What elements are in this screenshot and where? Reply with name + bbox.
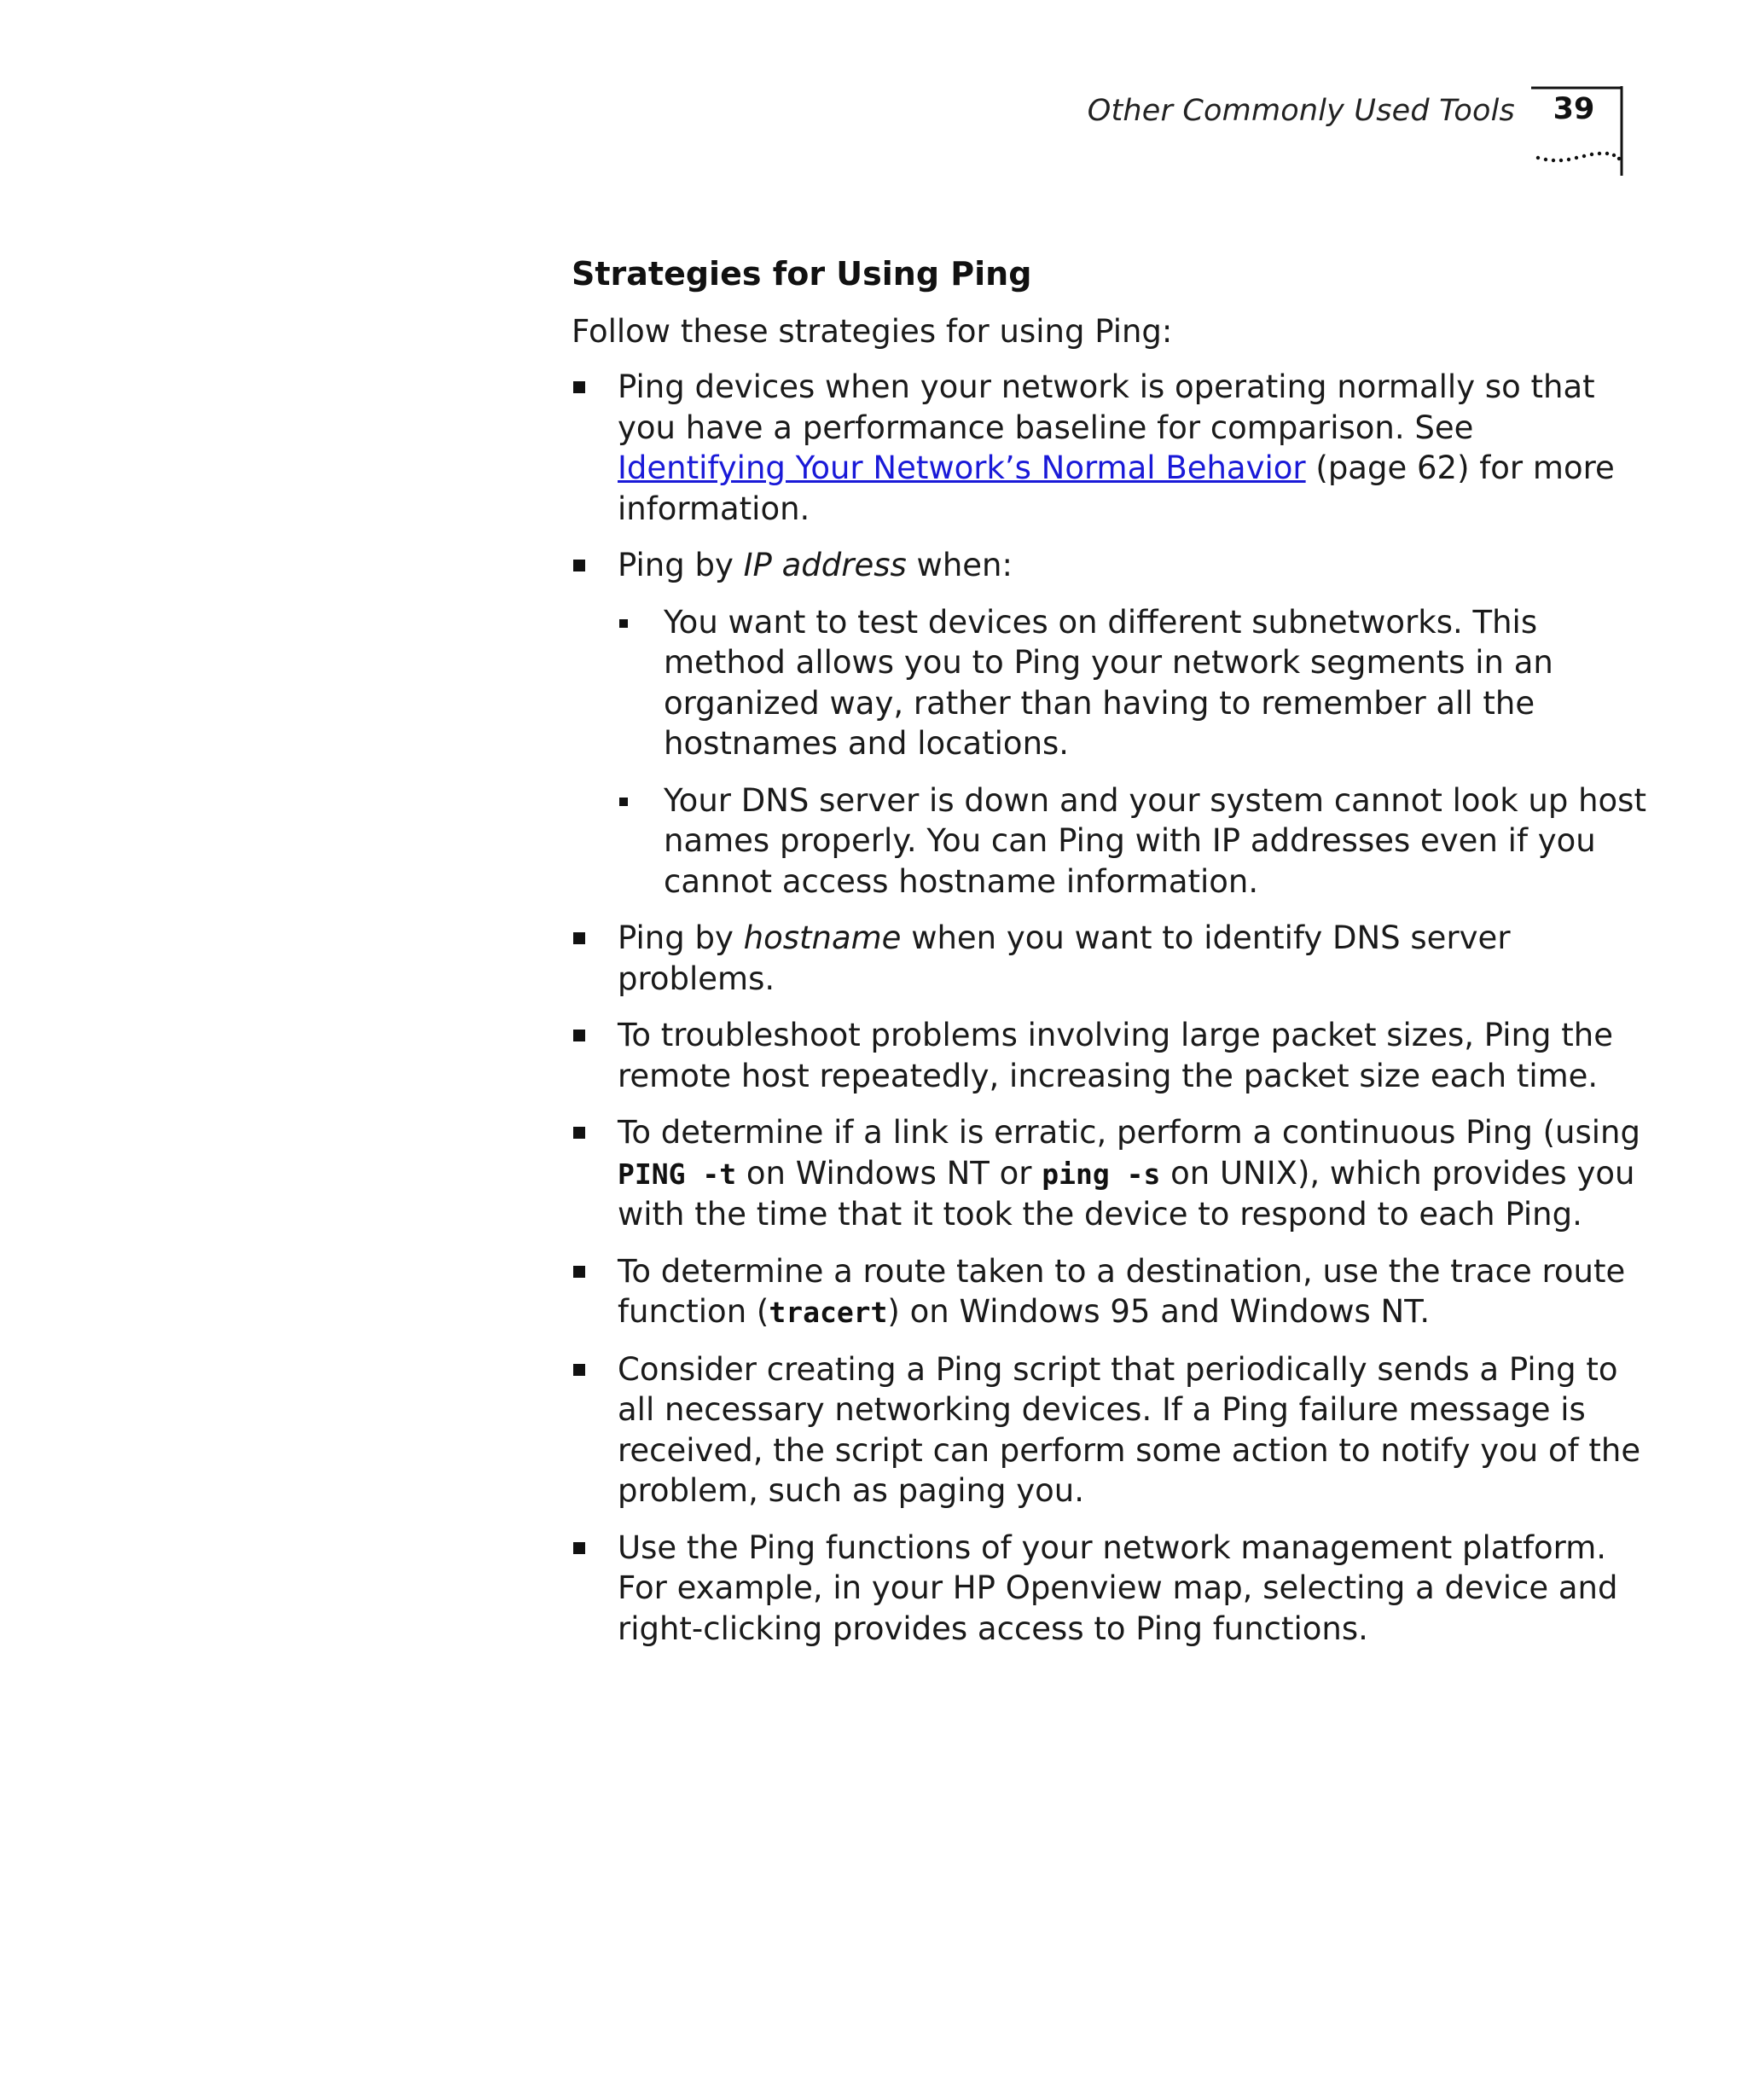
square-bullet-icon [573,1364,585,1376]
emphasis-text: hostname [743,919,902,956]
strategy-list [572,367,1646,1649]
list-item-text: when: [906,547,1013,583]
command-code: ping -s [1042,1157,1161,1191]
running-header-title: Other Commonly Used Tools [1087,94,1515,128]
list-item-text: Use the Ping functions of your network management platform. For example, in your HP Openview map, selecting a device and right-clicking provides access to Ping functions. [618,1529,1618,1647]
list-item-text: Ping by [618,547,744,583]
list-item [572,1528,1646,1650]
square-bullet-icon [573,560,585,571]
sub-list [618,602,1646,902]
list-item-text: To determine if a link is erratic, perform a continuous Ping (using [618,1114,1640,1151]
command-code: tracert [769,1296,888,1329]
list-item [572,1349,1646,1511]
section-heading: Strategies for Using Ping [572,255,1032,293]
command-code: PING -t [618,1157,737,1191]
main-content [572,252,1646,1665]
square-bullet-icon [573,381,585,393]
list-item-text: when you want to identify DNS server problems. [618,919,1511,997]
list-item [572,545,1646,902]
square-bullet-icon [573,1542,585,1554]
list-item [572,918,1646,999]
sub-list-item-text: Your DNS server is down and your system cannot look up host names properly. You can Ping with IP addresses even if you cannot access hostname information. [664,781,1646,900]
list-item [572,1112,1646,1235]
square-bullet-icon [573,1266,585,1278]
square-bullet-icon [573,1030,585,1041]
list-item-text: To troubleshoot problems involving large packet sizes, Ping the remote host repeatedly, increasing the packet size each time. [618,1017,1613,1094]
sub-list-item [618,602,1646,764]
intro-paragraph: Follow these strategies for using Ping: [572,313,1173,350]
list-item-text: Ping by [618,919,744,956]
list-item [572,367,1646,529]
list-item-text: (page 62) for more information. [618,450,1615,527]
list-item-text: Ping devices when your network is operating normally so that you have a performance baseline for comparison. See [618,368,1595,446]
list-item-text: on UNIX), which provides you with the time that it took the device to respond to each Ping. [618,1154,1635,1233]
small-square-bullet-icon [619,619,628,628]
page-corner-decoration [1531,86,1625,180]
sub-list-item [618,780,1646,902]
list-item [572,1015,1646,1096]
page-number: 39 [1553,92,1595,126]
list-item [572,1251,1646,1333]
list-item-text: To determine a route taken to a destination, use the trace route function ( [618,1252,1626,1330]
list-item-text: on Windows NT or [736,1154,1042,1192]
small-square-bullet-icon [619,798,628,806]
list-item-text: ) on Windows 95 and Windows NT. [887,1293,1431,1330]
square-bullet-icon [573,932,585,944]
sub-list-item-text: You want to test devices on different subnetworks. This method allows you to Ping your network segments in an organized way, rather than having to remember all the hostnames and locations. [664,603,1553,762]
cross-reference-link[interactable]: Identifying Your Network’s Normal Behavior [618,450,1306,486]
list-item-text: Consider creating a Ping script that periodically sends a Ping to all necessary networking devices. If a Ping failure message is received, the script can perform some action to notify you of the problem, such as paging you. [618,1350,1641,1509]
square-bullet-icon [573,1127,585,1139]
emphasis-text: IP address [743,547,907,583]
